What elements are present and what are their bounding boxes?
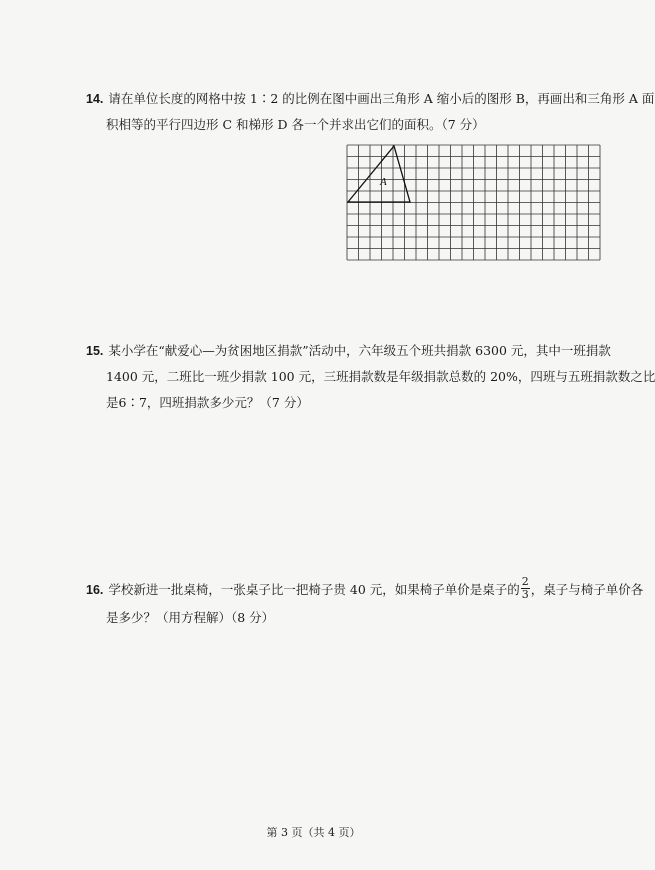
problem-number: 15. [86, 344, 104, 358]
problem-15 [86, 338, 655, 416]
problem-text-segment: 学校新进一批桌椅，一张桌子比一把椅子贵 40 元，如果椅子单价是桌子的 [108, 582, 520, 597]
fraction-denominator: 3 [521, 588, 529, 601]
page-footer: 第 3 页（共 4 页） [266, 826, 361, 839]
triangle-a [348, 146, 410, 202]
unit-grid-figure [346, 144, 600, 264]
fraction-numerator: 2 [521, 575, 529, 588]
grid-svg [346, 144, 600, 260]
problem-text-line: 积相等的平行四边形 C 和梯形 D 各一个并求出它们的面积。（7 分） [106, 117, 485, 132]
problem-number: 14. [86, 92, 104, 106]
fraction [521, 576, 530, 601]
problem-text-segment: ，桌子与椅子单价各 [530, 582, 644, 597]
triangle-a-label: A [380, 176, 387, 188]
problem-text-line: 是多少？（用方程解）（8 分） [106, 610, 275, 625]
problem-number: 16. [86, 583, 104, 597]
problem-text-line: 某小学在“献爱心—为贫困地区捐款”活动中，六年级五个班共捐款 6300 元，其中一班捐款 [108, 343, 611, 358]
problem-14 [86, 86, 655, 138]
problem-text-line: 是6∶7，四班捐款多少元？（7 分） [106, 395, 309, 410]
problem-16 [86, 575, 644, 632]
problem-text-line: 请在单位长度的网格中按 1∶2 的比例在图中画出三角形 A 缩小后的图形 B，再画出和三角形 A 面 [108, 91, 655, 106]
problem-text-line: 1400 元，二班比一班少捐款 100 元，三班捐款数是年级捐款总数的 20%，四班与五班捐款数之比 [106, 369, 655, 384]
